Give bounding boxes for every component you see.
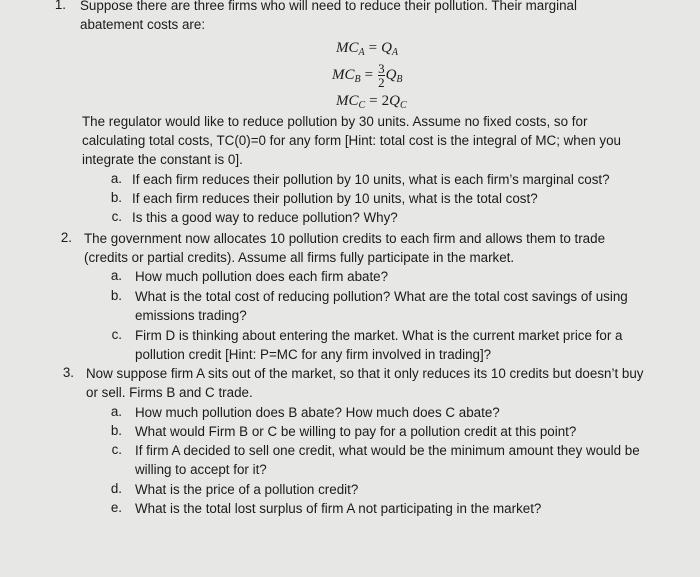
part-label: c. bbox=[111, 327, 122, 342]
part-label: c. bbox=[111, 442, 122, 457]
question-number: 3. bbox=[62, 365, 74, 380]
part-label: a. bbox=[110, 171, 122, 186]
question-text: abatement costs are: bbox=[80, 17, 206, 32]
part-label: e. bbox=[110, 500, 122, 515]
part-text: Firm D is thinking about entering the market. What is the current market price for a bbox=[135, 328, 623, 343]
part-label: b. bbox=[110, 288, 122, 303]
equation-mc-b: $MC_B$ = $\frac{3}{2}$ $Q_B$ bbox=[332, 61, 403, 90]
part-label: b. bbox=[110, 190, 122, 205]
question-text: (credits or partial credits). Assume all firms fully participate in the market. bbox=[84, 250, 515, 265]
part-label: a. bbox=[110, 404, 122, 419]
part-text: How much pollution does each firm abate? bbox=[135, 269, 389, 284]
equation-mc-c: $MC_C = 2Q_C$ bbox=[336, 93, 407, 111]
part-text: emissions trading? bbox=[135, 308, 247, 323]
question-text: or sell. Firms B and C trade. bbox=[86, 385, 253, 400]
part-text: What is the price of a pollution credit? bbox=[135, 482, 359, 497]
part-label: d. bbox=[110, 481, 122, 496]
part-text: Is this a good way to reduce pollution? Why? bbox=[132, 210, 398, 225]
part-text: If firm A decided to sell one credit, what would be the minimum amount they would be bbox=[135, 443, 640, 458]
part-text: What is the total cost of reducing pollution? What are the total cost savings of using bbox=[135, 289, 628, 304]
question-text: The regulator would like to reduce pollution by 30 units. Assume no fixed costs, so for bbox=[82, 114, 588, 129]
part-text: What would Firm B or C be willing to pay for a pollution credit at this point? bbox=[135, 424, 577, 439]
part-text: What is the total lost surplus of firm A not participating in the market? bbox=[135, 501, 542, 516]
question-text: Now suppose firm A sits out of the market, so that it only reduces its 10 credits but doesn’t buy bbox=[86, 366, 644, 381]
question-number: 1. bbox=[54, 0, 66, 12]
question-text: Suppose there are three firms who will need to reduce their pollution. Their marginal bbox=[80, 0, 577, 13]
fraction: $\frac{3}{2}$ bbox=[378, 61, 385, 90]
part-label: a. bbox=[110, 268, 122, 283]
equation-mc-a: $MC_A = Q_A$ bbox=[336, 40, 399, 58]
part-text: willing to accept for it? bbox=[135, 462, 267, 477]
part-label: b. bbox=[110, 423, 122, 438]
question-text: The government now allocates 10 pollution credits to each firm and allows them to trade bbox=[84, 231, 606, 246]
question-text: calculating total costs, TC(0)=0 for any form [Hint: total cost is the integral of MC; when you bbox=[82, 133, 621, 148]
part-label: c. bbox=[111, 209, 122, 224]
part-text: pollution credit [Hint: P=MC for any firm involved in trading]? bbox=[135, 347, 492, 362]
part-text: If each firm reduces their pollution by 10 units, what is each firm’s marginal cost? bbox=[132, 172, 610, 187]
part-text: If each firm reduces their pollution by 10 units, what is the total cost? bbox=[132, 191, 538, 206]
part-text: How much pollution does B abate? How much does C abate? bbox=[135, 405, 500, 420]
question-number: 2. bbox=[60, 230, 72, 245]
question-text: integrate the constant is 0]. bbox=[82, 152, 243, 167]
